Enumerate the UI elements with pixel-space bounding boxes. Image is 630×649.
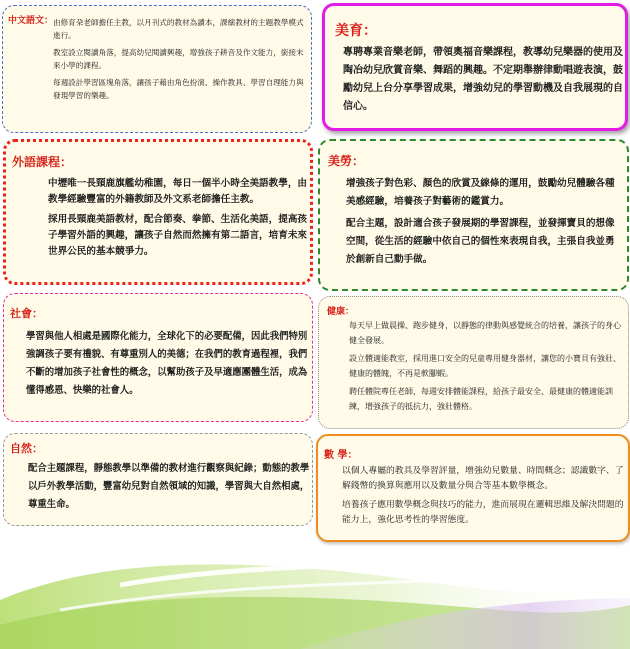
card-paragraph: 增強孩子對色彩、顏色的欣賞及線條的運用，鼓勵幼兒體驗各種美感經驗，培養孩子對藝術的鑑賞力。 <box>346 178 615 207</box>
card-paragraph: 培養孩子應用數學概念與技巧的能力，進而展現在邏輯思維及解決問題的能力上，強化思考性的學習態度。 <box>342 500 624 525</box>
card-body <box>349 319 624 418</box>
card-body <box>343 44 623 120</box>
card-paragraph: 每週設計學習區塊角落，讓孩子藉由角色扮演、操作教具、學習自理能力與發現學習的樂趣。 <box>53 78 304 100</box>
card-math <box>316 434 630 542</box>
card-paragraph: 配合主題，設計適合孩子發展期的學習課程，並發揮寶貝的想像空間，從生活的經驗中依自己的個性來表現自我，主張自我並勇於創新自己動手做。 <box>346 218 615 265</box>
card-paragraph: 中壢唯一長頸鹿旗艦幼稚園，每日一個半小時全美語教學，由教學經驗豐富的外籍教師及外文系老師擔任主教。 <box>48 178 308 205</box>
card-body <box>26 328 308 404</box>
card-body <box>53 16 308 106</box>
card-paragraph: 配合主題課程，靜態教學以準備的教材進行觀察與紀錄；動態的教學以戶外教學活動，豐富幼兒對自然領域的知識，學習與大自然相處，尊重生命。 <box>28 463 310 510</box>
card-title: 社會： <box>10 307 43 320</box>
card-body <box>28 460 310 518</box>
card-paragraph: 採用長頸鹿美語教材，配合節奏、拳節、生活化美語，提高孩子學習外語的興趣，讓孩子自然而然擁有第二語言，培育未來世界公民的基本競爭力。 <box>48 214 308 257</box>
card-title: 中文語文： <box>8 16 54 26</box>
card-title: 外語課程： <box>12 155 73 169</box>
card-society <box>3 293 313 422</box>
card-paragraph: 學習與他人相處是國際化能力，全球化下的必要配備，因此我們特別強調孩子要有禮貌、有尊重別人的美德；在我們的教育過程裡，我們不斷的增加孩子社會性的概念，以幫助孩子及早適應團體生活，成為懂得感恩、快樂的社會人。 <box>26 331 308 396</box>
card-title: 數 學： <box>324 450 358 461</box>
card-chinese-language <box>2 5 312 133</box>
card-foreign-language <box>3 139 313 285</box>
card-paragraph: 專聘專業音樂老師，帶領奧福音樂課程，教導幼兒樂器的使用及陶冶幼兒欣賞音樂、舞蹈的興趣。不定期舉辦律動唱遊表演，鼓勵幼兒上台分享學習成果，增強幼兒的學習動機及自我展現的自信心。 <box>343 47 623 112</box>
card-paragraph: 聘任體院專任老師，每週安排體能課程，給孩子最安全、最健康的體適能訓練，增強孩子的抵抗力，強壯體格。 <box>349 387 613 411</box>
card-body <box>342 464 624 532</box>
card-title: 健康： <box>327 307 355 317</box>
card-paragraph: 每天早上做晨操、跑步健身，以靜態的律動與感覺統合的培養，讓孩子的身心健全發展。 <box>349 321 621 345</box>
card-nature <box>3 433 313 526</box>
card-arts-crafts <box>318 139 629 291</box>
card-title: 美勞： <box>328 154 365 168</box>
card-paragraph: 設立體適能教室，採用進口安全的兒童專用健身器材，讓您的小寶貝有強壯、健康的體魄，不再是軟腳蝦。 <box>349 354 621 378</box>
card-paragraph: 教室設立閱讀角落，提高幼兒閱讀興趣，增強孩子耕音及作文能力，銜接未來小學的課程。 <box>53 48 304 70</box>
card-body <box>346 175 621 273</box>
card-health <box>318 296 629 429</box>
card-paragraph: 由修育朶老師擔任主教，以月刊式的教材為讀本，課縯教材的主題教學模式進行。 <box>53 18 304 40</box>
card-paragraph: 以個人專屬的教具及學習評量，增強幼兒數量、時間概念；認識數字、了解錢幣的換算與應用以及數量分與合等基本數學概念。 <box>342 466 624 491</box>
card-title: 自然： <box>10 442 43 455</box>
card-body <box>48 176 310 264</box>
card-music-education <box>322 3 628 131</box>
card-title: 美育： <box>335 23 377 39</box>
